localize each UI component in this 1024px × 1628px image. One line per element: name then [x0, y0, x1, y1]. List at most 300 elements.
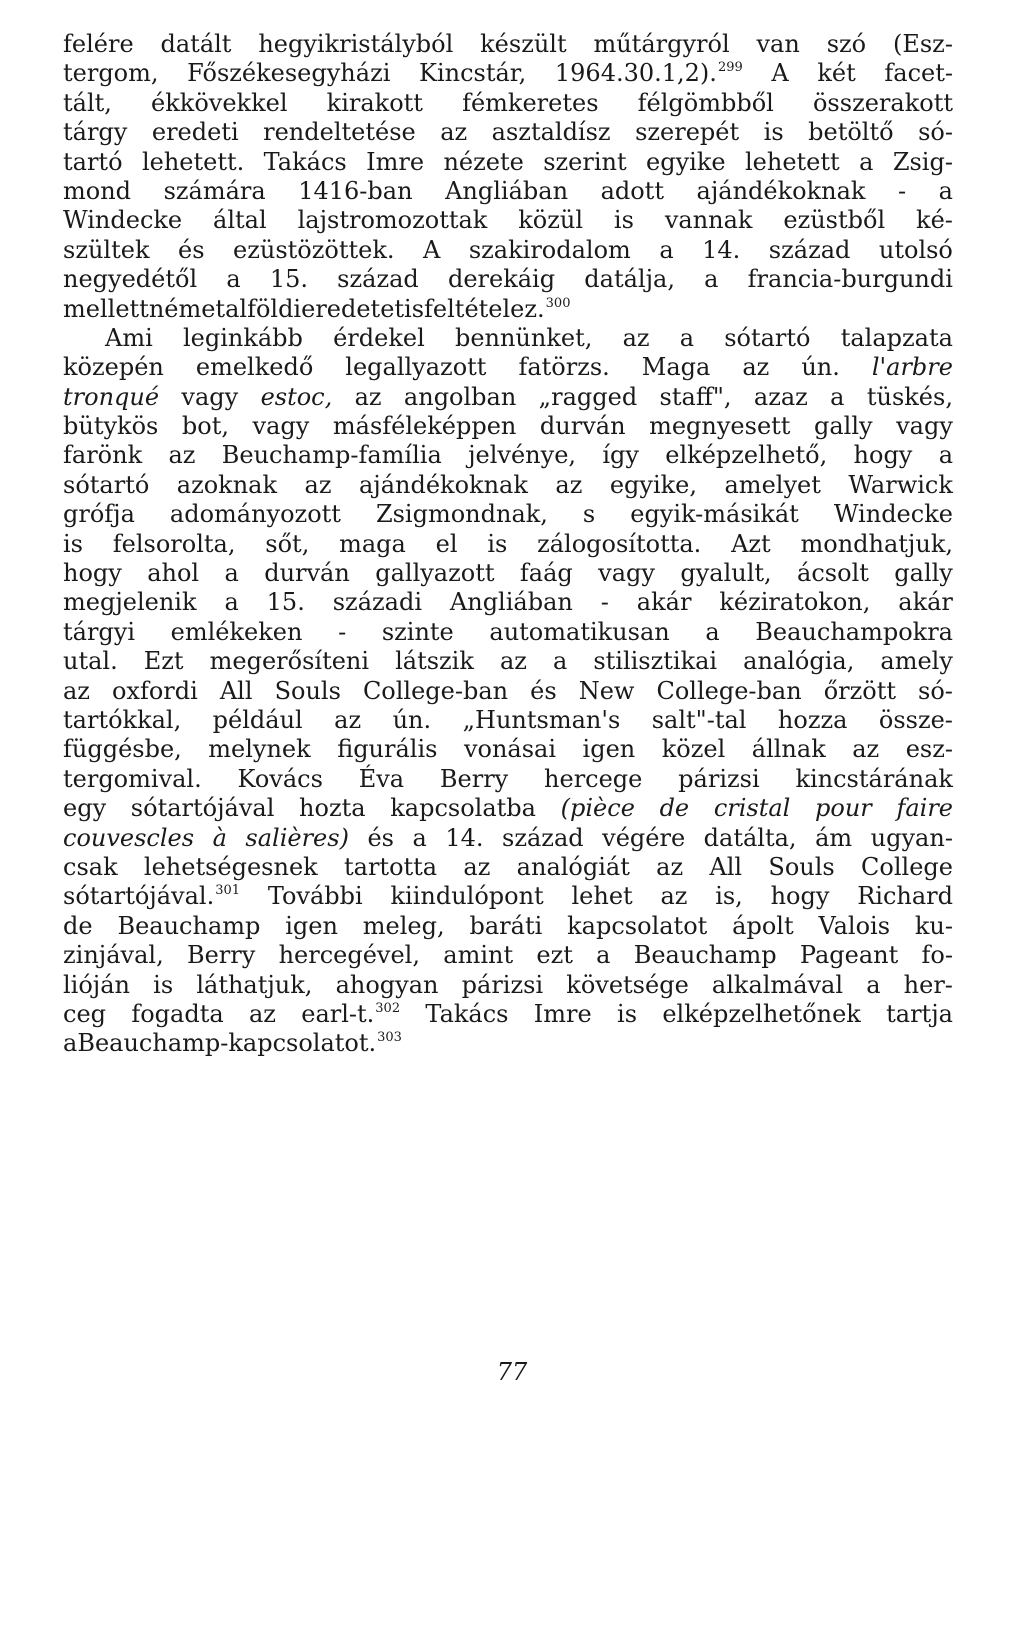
word: tartja [886, 999, 953, 1028]
word: (pièce [560, 794, 635, 823]
word: Berry [439, 764, 509, 793]
word: hozta [299, 794, 366, 823]
word: ahol [147, 559, 200, 588]
word: durván [264, 559, 350, 588]
word: elképzelhetőnek [662, 999, 861, 1028]
word: lehetett. [141, 147, 245, 176]
word: az [622, 323, 650, 352]
word: „ragged [538, 382, 638, 411]
word: megnyesett [649, 412, 791, 441]
word: ápolt [732, 911, 794, 940]
word: „Huntsman's [462, 705, 621, 734]
footnote-ref[interactable]: 301 [215, 883, 241, 899]
word: az [660, 882, 688, 911]
text-line [63, 471, 953, 500]
word: stilisztikai [593, 647, 718, 676]
word: az [440, 118, 468, 147]
word: is [63, 529, 83, 558]
word: hegyikristályból [258, 30, 454, 58]
word: farönk [63, 441, 143, 470]
word: facet- [884, 59, 953, 88]
word: szerint [543, 147, 627, 176]
word: 15. [266, 588, 305, 617]
word: tartó [63, 147, 123, 176]
word: tüskés, [866, 382, 953, 411]
word: asztaldísz [491, 118, 611, 147]
word: közül [518, 206, 584, 235]
word: 14. [702, 235, 741, 264]
word: kirakott [326, 88, 423, 117]
word: Berry [186, 941, 256, 970]
word: az [555, 470, 583, 499]
word: van [756, 30, 800, 58]
word: hogy [63, 559, 122, 588]
page-body [63, 30, 953, 1059]
word: a [596, 941, 611, 970]
word: tartotta [344, 852, 438, 881]
word: is [153, 970, 174, 999]
word: amely [880, 647, 953, 676]
text-line [63, 148, 953, 177]
word: össze- [878, 705, 953, 734]
word: a [830, 382, 845, 411]
word: a [859, 147, 874, 176]
word: Maga [641, 353, 711, 382]
word: faire [896, 794, 953, 823]
word: cristal [713, 794, 791, 823]
word: kiindulópont [390, 882, 544, 911]
word: Angliában [445, 176, 569, 205]
word: az [354, 382, 382, 411]
word: lehet [571, 882, 633, 911]
word: hercegével, [278, 941, 420, 970]
word: érdekel [333, 323, 425, 352]
word: staff", [659, 382, 732, 411]
word: láthatjuk, [196, 970, 313, 999]
text-line [63, 295, 953, 324]
text-line [63, 206, 953, 235]
word: vagy [896, 412, 953, 441]
word: adott [600, 176, 664, 205]
word: Beauchamp [117, 911, 261, 940]
word: alkalmával [711, 970, 844, 999]
word: datálja, [584, 265, 675, 294]
text-line [63, 647, 953, 676]
word: - [600, 588, 609, 617]
text-line [63, 618, 953, 647]
word: mondhatjuk, [800, 529, 953, 558]
word: felére [63, 30, 134, 58]
word: További [267, 882, 363, 911]
word: fatörzs. [518, 353, 610, 382]
word: Kincstár, [419, 59, 527, 88]
word: sótartó [63, 470, 150, 499]
word: őrzött [823, 676, 896, 705]
word: akár [898, 588, 953, 617]
word: szerepét [635, 118, 740, 147]
word: vonásai [463, 735, 557, 764]
text-line [63, 912, 953, 941]
word: lehetett [745, 147, 840, 176]
word: vagy [252, 412, 310, 441]
word: akár [636, 588, 692, 617]
text-line [63, 824, 953, 853]
word: gallyazott [375, 559, 495, 588]
word: tárgy [63, 118, 128, 147]
word: az [334, 705, 362, 734]
word: így [602, 441, 639, 470]
word: elképzelhető, [665, 441, 828, 470]
word: tergomival. [63, 764, 202, 793]
word: gally [894, 559, 953, 588]
word: ugyan- [870, 823, 953, 852]
word: hozza [777, 705, 848, 734]
word: az [463, 852, 491, 881]
word: az [656, 852, 684, 881]
word: ezüstözöttek. [233, 235, 395, 264]
text-line [63, 177, 953, 206]
word: zinjával, [63, 941, 164, 970]
word: Souls [274, 676, 341, 705]
word: két [817, 59, 856, 88]
word: a [938, 441, 953, 470]
text-line [63, 794, 953, 823]
word: is [404, 294, 425, 323]
word: a [705, 617, 720, 646]
word: az [168, 441, 196, 470]
word: az [742, 353, 770, 382]
word: ún. [801, 353, 840, 382]
word: angolban [403, 382, 517, 411]
word: Főszékesegyházi [187, 59, 391, 88]
word: fo- [921, 941, 953, 970]
word: Éva [358, 764, 405, 793]
word: az [499, 647, 527, 676]
word: meleg, [362, 911, 445, 940]
word: közepén [63, 353, 164, 382]
word: New [578, 676, 635, 705]
word: is, [715, 882, 743, 911]
word: másféleképpen [332, 412, 517, 441]
word: a [552, 647, 568, 676]
word: College [861, 852, 953, 881]
text-line [63, 236, 953, 265]
word: Valois [818, 911, 891, 940]
word: s [582, 500, 596, 529]
word: ácsolt [797, 559, 869, 588]
word: igen [582, 735, 636, 764]
footnote-ref[interactable]: 300 [545, 295, 571, 311]
word: kéziratokon, [719, 588, 871, 617]
word: ké- [916, 206, 953, 235]
word: pour [815, 794, 872, 823]
word: de [659, 794, 690, 823]
word: estoc, [260, 382, 333, 411]
word: Pageant [799, 941, 899, 970]
word: Takács [263, 147, 347, 176]
text-line [63, 559, 953, 588]
word: eredetet [301, 294, 405, 323]
word: datált [160, 30, 232, 58]
text-line [63, 971, 953, 1000]
word: 15. [269, 265, 308, 294]
word: kincstárának [795, 764, 953, 793]
word: felsorolta, [112, 529, 236, 558]
text-line [63, 30, 953, 59]
word: a [226, 265, 241, 294]
word: Imre [366, 147, 425, 176]
word: bennünket, [454, 323, 593, 352]
text-line [63, 530, 953, 559]
word: Zsig- [892, 147, 953, 176]
word: mond [63, 176, 132, 205]
word: párizsi [461, 970, 544, 999]
word: ékkövekkel [151, 88, 288, 117]
word: századi [332, 588, 422, 617]
text-line [63, 588, 953, 617]
word: automatikusan [489, 617, 670, 646]
word: kapcsolatba [390, 794, 536, 823]
word: is [487, 529, 508, 558]
word: gyalult, [680, 559, 772, 588]
word: tronqué [63, 382, 160, 411]
word: College-ban [656, 676, 802, 705]
word: a [704, 265, 719, 294]
word: couvescles [63, 823, 195, 852]
word: utolsó [878, 235, 953, 264]
word: amelyet [724, 470, 821, 499]
word: rendeltetése [263, 118, 416, 147]
text-line [63, 882, 953, 911]
word: a [866, 970, 881, 999]
word: hogy [770, 882, 830, 911]
word: salières) [245, 823, 349, 852]
text-line [63, 677, 953, 706]
word: esz- [905, 735, 953, 764]
word: 14. [445, 823, 484, 852]
word: 1416-ban [298, 176, 413, 205]
word: szinte [381, 617, 454, 646]
word: sótartójával [130, 794, 275, 823]
word: tárgyi [63, 617, 136, 646]
word: sótartójával.$^{301}$ [63, 882, 241, 911]
word: negyedétől [63, 265, 198, 294]
word: ahogyan [335, 970, 439, 999]
word: Takács [425, 999, 509, 1028]
word: Angliában [449, 588, 573, 617]
word: Zsigmondnak, [375, 500, 548, 529]
word: Windecke [63, 206, 183, 235]
word: oxfordi [111, 676, 198, 705]
text-line [63, 735, 953, 764]
word: ám [815, 823, 853, 852]
word: sótartó [724, 323, 811, 352]
text-line [63, 1000, 953, 1029]
word: csak [63, 852, 118, 881]
word: a [679, 323, 695, 352]
word: Beauchampokra [755, 617, 953, 646]
text-line [63, 853, 953, 882]
word: a [412, 823, 427, 852]
word: követsége [566, 970, 689, 999]
word: datálta, [703, 823, 797, 852]
word: maga [339, 529, 406, 558]
word: ceg [63, 999, 107, 1028]
word: az [852, 735, 880, 764]
text-line [63, 118, 953, 147]
text-line [63, 383, 953, 412]
word: század [337, 265, 419, 294]
text-line [63, 706, 953, 735]
word: All [219, 676, 253, 705]
text-line [63, 941, 953, 970]
word: függésbe, [63, 735, 182, 764]
word: állnak [751, 735, 826, 764]
word: egyike, [609, 470, 698, 499]
word: hogy [853, 441, 913, 470]
word: igen [285, 911, 338, 940]
footnote-ref[interactable]: 303 [377, 1030, 402, 1046]
text-line [63, 89, 953, 118]
text-line [63, 265, 953, 294]
word: a [224, 588, 239, 617]
word: feltételez.$^{300}$ [424, 294, 571, 323]
word: tartókkal, [63, 705, 182, 734]
word: Windecke [833, 500, 953, 529]
word: a [63, 1029, 78, 1058]
word: szó [826, 30, 867, 58]
word: szültek [63, 235, 150, 264]
word: Ami [105, 323, 153, 352]
word: l'arbre [871, 353, 953, 382]
word: grófja [63, 500, 135, 529]
word: is [617, 999, 638, 1028]
word: egyike [646, 147, 726, 176]
word: - [338, 617, 347, 646]
text-line [63, 441, 953, 470]
word: bot, [181, 412, 229, 441]
word: például [212, 705, 303, 734]
text-line [63, 412, 953, 441]
word: Beuchamp-família [221, 441, 442, 470]
word: megjelenik [63, 588, 197, 617]
word: derekáig [447, 265, 556, 294]
word: her- [903, 970, 953, 999]
word: közel [661, 735, 726, 764]
word: ún. [392, 705, 432, 734]
word: számára [163, 176, 266, 205]
word: baráti [469, 911, 543, 940]
word: All [709, 852, 743, 881]
word: só- [918, 676, 953, 705]
word: Warwick [848, 470, 953, 499]
word: lajstromozottak [297, 206, 488, 235]
word: legallyazott [345, 353, 487, 382]
word: só- [918, 118, 953, 147]
page-number: 77 [496, 1358, 528, 1386]
text-line [63, 59, 953, 88]
word: németalföldi [148, 294, 302, 323]
word: fémkeretes [462, 88, 599, 117]
word: analógiát [516, 852, 630, 881]
footnote-ref[interactable]: 302 [375, 1000, 401, 1016]
word: (Esz- [892, 30, 953, 58]
word: sőt, [265, 529, 310, 558]
word: francia-burgundi [747, 265, 953, 294]
word: ezt [536, 941, 573, 970]
word: earl-t.$^{302}$ [301, 999, 401, 1028]
word: eredeti [151, 118, 239, 147]
word: és [177, 235, 205, 264]
word: az [63, 676, 90, 705]
word: szakirodalom [468, 235, 631, 264]
word: amint [443, 941, 514, 970]
text-line [63, 324, 953, 353]
word: vannak [664, 206, 753, 235]
word: leginkább [182, 323, 303, 352]
word: azaz [753, 382, 808, 411]
word: egyik-másikát [630, 500, 799, 529]
text-line [63, 765, 953, 794]
word: tált, [63, 88, 112, 117]
word: vagy [598, 559, 655, 588]
text-line [63, 353, 953, 382]
word: ezüstből [783, 206, 886, 235]
word: ajándékoknak [696, 176, 866, 205]
word: Beauchamp-kapcsolatot.$^{303}$ [77, 1029, 402, 1058]
word: ajándékoknak [358, 470, 528, 499]
word: Kovács [237, 764, 323, 793]
word: betöltő [808, 118, 894, 147]
footnote-ref[interactable]: 299 [717, 60, 743, 76]
word: század [502, 823, 584, 852]
word: is [613, 206, 634, 235]
word: 1964.30.1,2).$^{299}$ [554, 59, 743, 88]
word: jelvénye, [468, 441, 577, 470]
text-line [63, 1029, 953, 1058]
word: de [63, 911, 93, 940]
word: figurális [337, 735, 438, 764]
word: salt"-tal [651, 705, 747, 734]
word: párizsi [678, 764, 760, 793]
word: az [304, 470, 332, 499]
word: lióján [63, 970, 131, 999]
word: vagy [181, 382, 239, 411]
word: készült [480, 30, 567, 58]
word: hercege [544, 764, 643, 793]
text-line [63, 500, 953, 529]
word: College-ban [362, 676, 509, 705]
word: fogadta [131, 999, 224, 1028]
word: el [435, 529, 458, 558]
word: A [423, 235, 441, 264]
word: és [367, 823, 394, 852]
word: Ezt [143, 647, 184, 676]
word: bütykös [63, 412, 159, 441]
word: a [224, 559, 239, 588]
word: à [212, 823, 227, 852]
word: melynek [208, 735, 311, 764]
word: végére [602, 823, 686, 852]
word: adományozott [169, 500, 341, 529]
word: és [530, 676, 557, 705]
word: Richard [857, 882, 953, 911]
word: - [897, 176, 907, 205]
word: zálogosította. [537, 529, 702, 558]
word: nézete [443, 147, 524, 176]
word: lehetségesnek [143, 852, 318, 881]
word: is [763, 118, 784, 147]
